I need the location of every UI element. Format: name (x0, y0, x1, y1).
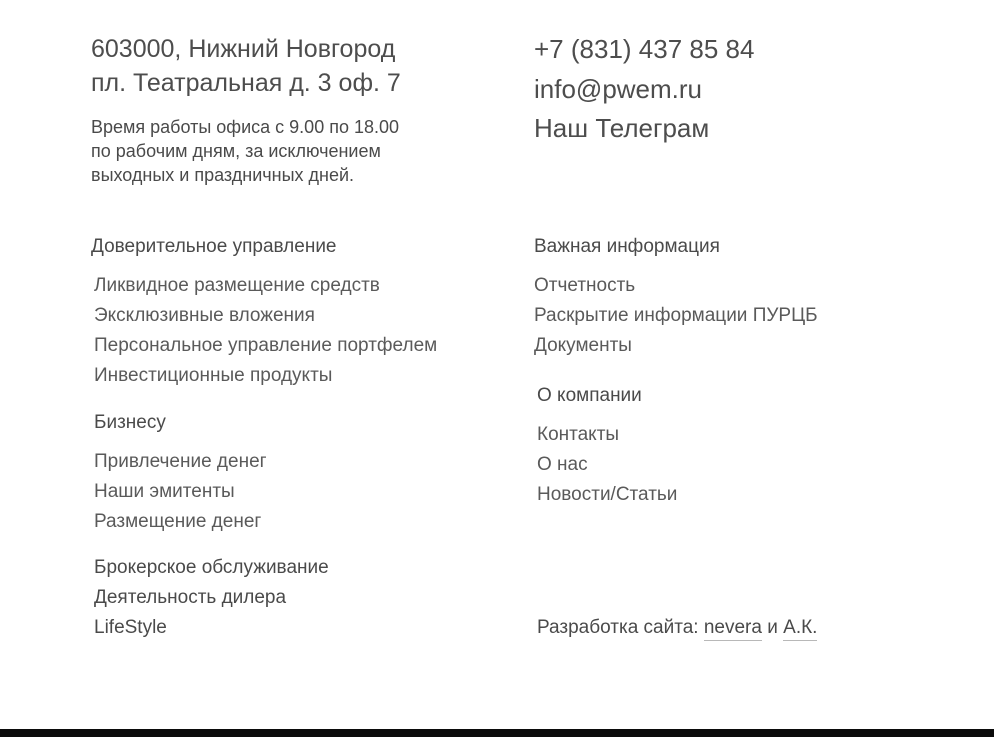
credits-prefix: Разработка сайта: (537, 617, 699, 638)
nav-news[interactable]: Новости/Статьи (537, 484, 678, 505)
nav-exclusive-investments[interactable]: Эксклюзивные вложения (94, 305, 315, 326)
company-heading: О компании (537, 385, 642, 406)
nav-our-issuers[interactable]: Наши эмитенты (94, 481, 235, 502)
nav-lifestyle[interactable]: LifeStyle (94, 617, 167, 638)
telegram-link[interactable]: Наш Телеграм (534, 113, 710, 143)
nav-contacts[interactable]: Контакты (537, 424, 620, 445)
nav-liquid-placement[interactable]: Ликвидное размещение средств (94, 275, 380, 296)
nav-personal-portfolio[interactable]: Персональное управление портфелем (94, 335, 438, 356)
credits-conjunction: и (767, 617, 778, 638)
nav-place-money[interactable]: Размещение денег (94, 511, 262, 532)
address-city: 603000, Нижний Новгород (91, 35, 396, 63)
phone-link[interactable]: +7 (831) 437 85 84 (534, 34, 755, 64)
business-heading: Бизнесу (94, 412, 166, 433)
nav-disclosure[interactable]: Раскрытие информации ПУРЦБ (534, 305, 818, 326)
office-hours-line-3: выходных и праздничных дней. (91, 165, 355, 185)
nav-documents[interactable]: Документы (534, 335, 632, 356)
address-street: пл. Театральная д. 3 оф. 7 (91, 69, 401, 97)
nav-brokerage[interactable]: Брокерское обслуживание (94, 557, 329, 578)
nav-dealer-activity[interactable]: Деятельность дилера (94, 587, 287, 608)
email-link[interactable]: info@pwem.ru (534, 74, 703, 104)
office-hours-line-1: Время работы офиса с 9.00 по 18.00 (91, 117, 400, 137)
trust-management-heading: Доверительное управление (91, 236, 337, 257)
nav-reporting[interactable]: Отчетность (534, 275, 636, 296)
nav-investment-products[interactable]: Инвестиционные продукты (94, 365, 333, 386)
nav-about[interactable]: О нас (537, 454, 588, 475)
bottom-bar (0, 729, 994, 737)
site-credits (537, 616, 817, 640)
credits-dev-ak-link[interactable]: А.К. (783, 617, 817, 641)
office-hours-line-2: по рабочим дням, за исключением (91, 141, 381, 161)
important-info-heading: Важная информация (534, 236, 720, 257)
credits-dev-nevera-link[interactable]: nevera (704, 617, 762, 641)
nav-attract-money[interactable]: Привлечение денег (94, 451, 267, 472)
